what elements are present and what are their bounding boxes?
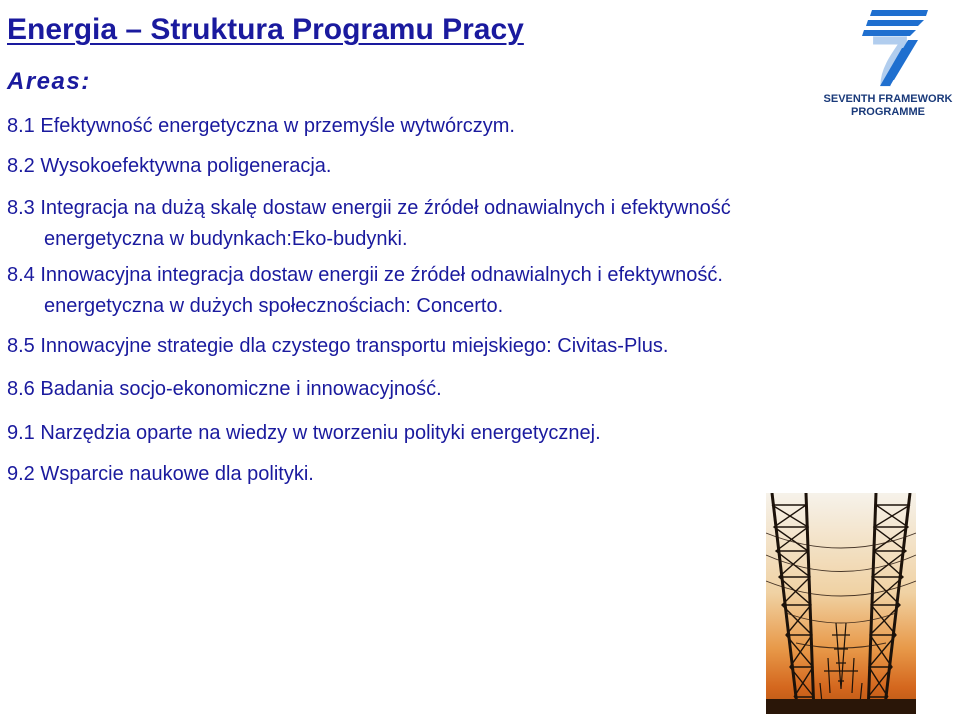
area-item-8-5: 8.5 Innowacyjne strategie dla czystego transportu miejskiego: Civitas-Plus. — [7, 335, 669, 357]
logo-numeral: 7 — [869, 22, 911, 102]
area-item-8-2: 8.2 Wysokoefektywna poligeneracja. — [7, 155, 332, 177]
logo-text-line2: PROGRAMME — [851, 106, 925, 118]
area-item-8-3: 8.3 Integracja na dużą skalę dostaw energii ze źródeł odnawialnych i efektywność energetyczna w budynkach:Eko-budynki. — [7, 197, 731, 250]
area-item-8-1: 8.1 Efektywność energetyczna w przemyśle wytwórczym. — [7, 115, 515, 137]
area-item-9-2: 9.2 Wsparcie naukowe dla polityki. — [7, 463, 314, 485]
area-item-8-6: 8.6 Badania socjo-ekonomiczne i innowacyjność. — [7, 378, 442, 400]
slide-title: Energia – Struktura Programu Pracy — [7, 13, 524, 46]
area-item-8-4: 8.4 Innowacyjna integracja dostaw energii ze źródeł odnawialnych i efektywność. energetyczna w dużych społecznościach: Concerto. — [7, 264, 723, 317]
seventh-framework-logo — [818, 8, 958, 120]
power-pylons-photo — [766, 493, 916, 714]
areas-subtitle: Areas: — [7, 68, 91, 95]
area-item-9-1: 9.1 Narzędzia oparte na wiedzy w tworzeniu polityki energetycznej. — [7, 422, 601, 444]
logo-text-line1: SEVENTH FRAMEWORK — [823, 93, 953, 105]
